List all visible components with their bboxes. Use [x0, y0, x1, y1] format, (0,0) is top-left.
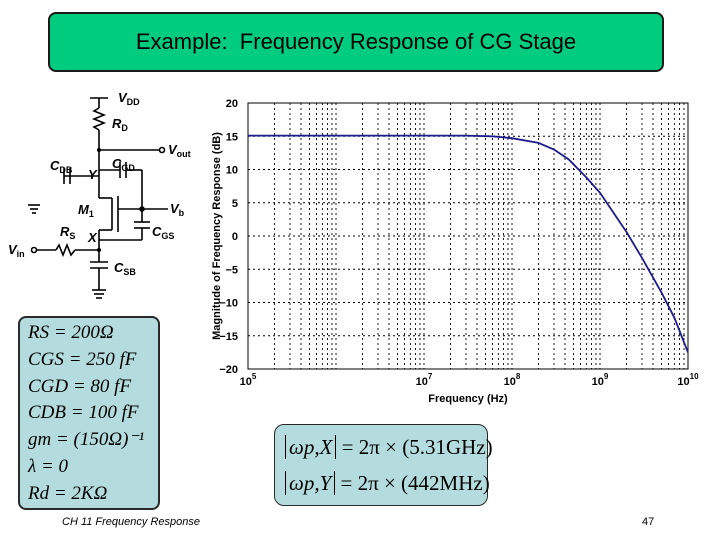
pole-y-result: [285, 465, 490, 501]
footer-chapter: CH 11 Frequency Response: [62, 516, 200, 528]
cgs-label: $C_{GS}$: [152, 224, 175, 241]
x-axis-label: Frequency (Hz): [428, 393, 508, 405]
param-cgs: CGS = 250 fF: [28, 348, 137, 370]
x-tick-label: $10^{10}$: [677, 372, 699, 388]
y-tick-label: 10: [225, 164, 238, 177]
vout-label: $V_{out}$: [168, 142, 191, 159]
m1-label: $M_1$: [78, 202, 94, 219]
csb-label: $C_{SB}$: [114, 260, 136, 277]
pole-y-value: = 2π × (442MHz): [340, 471, 490, 495]
param-rs: RS = 200Ω: [28, 322, 114, 343]
pole-x-symbol: ωp,X: [285, 435, 336, 459]
x-tick-label: $10^7$: [415, 372, 433, 388]
param-cgd: CGD = 80 fF: [28, 375, 132, 397]
magnitude-response-line: [248, 136, 688, 353]
rd-label: $R_D$: [112, 116, 128, 133]
pole-results-box: [274, 424, 493, 506]
vin-label: $V_{in}$: [8, 242, 25, 259]
node-y-label: Y: [88, 167, 97, 182]
y-axis-label: Magnitude of Frequency Response (dB): [211, 132, 223, 340]
parameter-box: [18, 316, 160, 510]
y-tick-label: −20: [219, 364, 238, 376]
x-tick-label: $10^5$: [239, 372, 257, 388]
y-tick-label: 5: [231, 197, 238, 210]
x-tick-label: $10^9$: [591, 372, 609, 388]
param-cdb: CDB = 100 fF: [28, 402, 139, 424]
pole-x-result: [285, 429, 493, 465]
pole-y-symbol: ωp,Y: [285, 471, 335, 495]
y-tick-label: 20: [225, 98, 238, 110]
vdd-label: $V_{DD}$: [118, 90, 140, 107]
rs-label: $R_S$: [60, 224, 76, 241]
y-tick-label: −10: [219, 297, 238, 310]
param-rd: Rd = 2KΩ: [28, 482, 108, 504]
cg-stage-schematic: [0, 80, 200, 310]
y-tick-label: 0: [231, 231, 238, 243]
y-tick-label: −15: [219, 330, 238, 343]
param-gm: gm = (150Ω)⁻¹: [28, 429, 145, 451]
x-tick-label: $10^8$: [503, 372, 521, 388]
y-tick-label: −5: [225, 264, 238, 277]
frequency-response-chart: [200, 92, 700, 412]
page-number: 47: [642, 516, 655, 528]
pole-x-value: = 2π × (5.31GHz): [341, 435, 493, 459]
param-lambda: λ = 0: [28, 455, 69, 477]
y-tick-label: 15: [225, 131, 238, 144]
node-x-label: X: [88, 230, 97, 245]
vb-label: $V_b$: [170, 201, 185, 218]
cdb-label: $C_{DB}$: [50, 158, 73, 175]
title-banner: [48, 12, 664, 72]
cgd-label: $C_{GD}$: [112, 156, 135, 173]
slide-title: Example: Frequency Response of CG Stage: [135, 29, 577, 54]
